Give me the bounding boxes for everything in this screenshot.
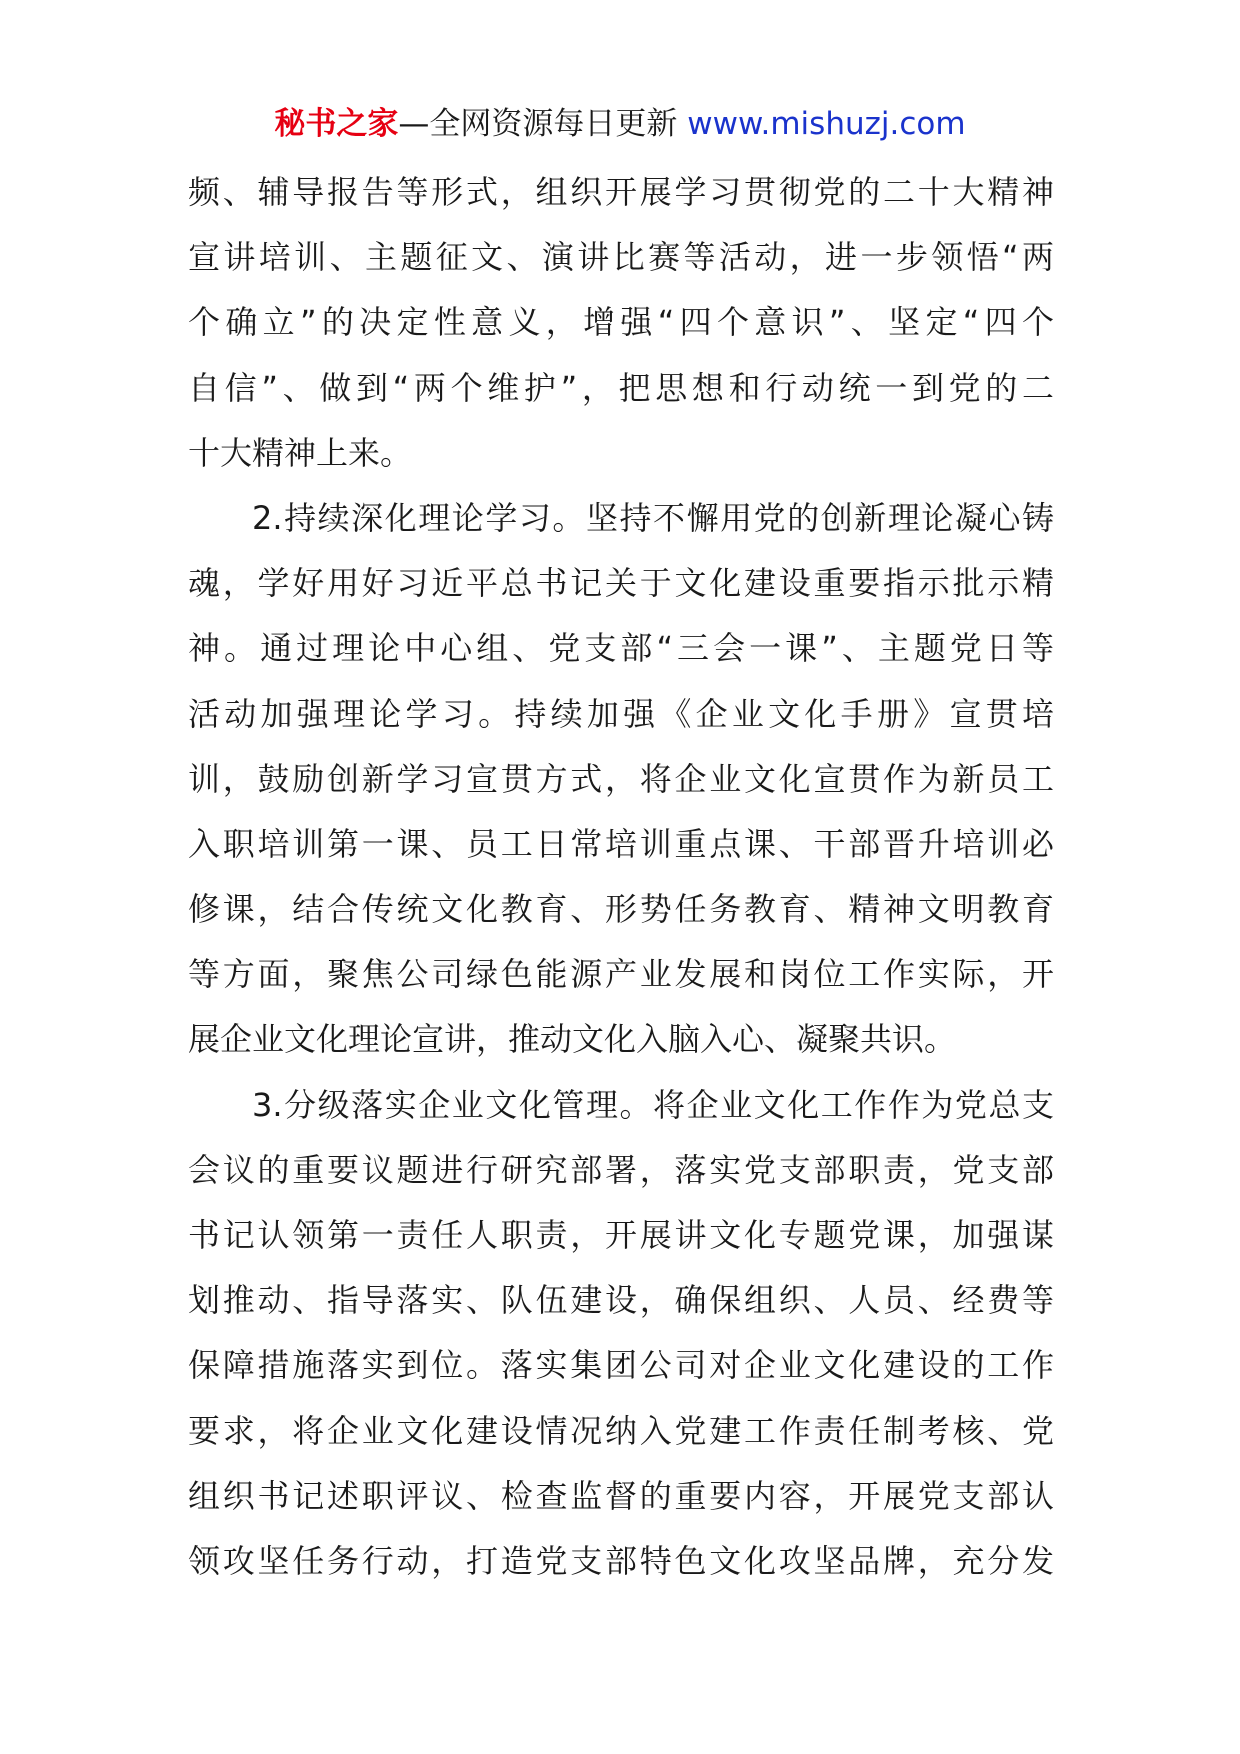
paragraph-heading-line: 2.持续深化理论学习。坚持不懈用党的创新理论凝心铸 xyxy=(252,498,1054,537)
text-line: 要求，将企业文化建设情况纳入党建工作责任制考核、党 xyxy=(188,1411,1054,1450)
page-header xyxy=(0,100,1240,148)
text-line: 等方面，聚焦公司绿色能源产业发展和岗位工作实际，开 xyxy=(188,955,1054,994)
text-line: 神。通过理论中心组、党支部“三会一课”、主题党日等 xyxy=(188,629,1054,668)
text-line: 频、辅导报告等形式，组织开展学习贯彻党的二十大精神 xyxy=(188,173,1054,211)
header-url-link[interactable]: www.mishuzj.com xyxy=(687,106,966,142)
text-line: 活动加强理论学习。持续加强《企业文化手册》宣贯培 xyxy=(188,694,1054,733)
text-line: 展企业文化理论宣讲，推动文化入脑入心、凝聚共识。 xyxy=(188,1020,957,1059)
text-line: 训，鼓励创新学习宣贯方式，将企业文化宣贯作为新员工 xyxy=(188,759,1054,798)
text-line: 领攻坚任务行动，打造党支部特色文化攻坚品牌，充分发 xyxy=(188,1541,1054,1580)
document-body xyxy=(188,160,1054,1594)
text-line: 十大精神上来。 xyxy=(188,433,413,472)
text-line: 自信”、做到“两个维护”，把思想和行动统一到党的二 xyxy=(188,368,1054,407)
text-line: 会议的重要议题进行研究部署，落实党支部职责，党支部 xyxy=(188,1150,1054,1189)
text-line: 组织书记述职评议、检查监督的重要内容，开展党支部认 xyxy=(188,1476,1054,1515)
text-line: 宣讲培训、主题征文、演讲比赛等活动，进一步领悟“两 xyxy=(188,238,1054,277)
text-line: 修课，结合传统文化教育、形势任务教育、精神文明教育 xyxy=(188,890,1054,929)
header-brand: 秘书之家 xyxy=(274,106,399,142)
text-line: 个确立”的决定性意义，增强“四个意识”、坚定“四个 xyxy=(188,303,1054,342)
header-tagline: —全网资源每日更新 xyxy=(398,106,688,142)
text-line: 书记认领第一责任人职责，开展讲文化专题党课，加强谋 xyxy=(188,1216,1054,1254)
text-line: 入职培训第一课、员工日常培训重点课、干部晋升培训必 xyxy=(188,824,1054,863)
paragraph-heading-line: 3.分级落实企业文化管理。将企业文化工作作为党总支 xyxy=(252,1085,1054,1124)
text-line: 划推动、指导落实、队伍建设，确保组织、人员、经费等 xyxy=(188,1281,1054,1320)
text-line: 魂，学好用好习近平总书记关于文化建设重要指示批示精 xyxy=(188,564,1054,603)
text-line: 保障措施落实到位。落实集团公司对企业文化建设的工作 xyxy=(188,1346,1054,1385)
